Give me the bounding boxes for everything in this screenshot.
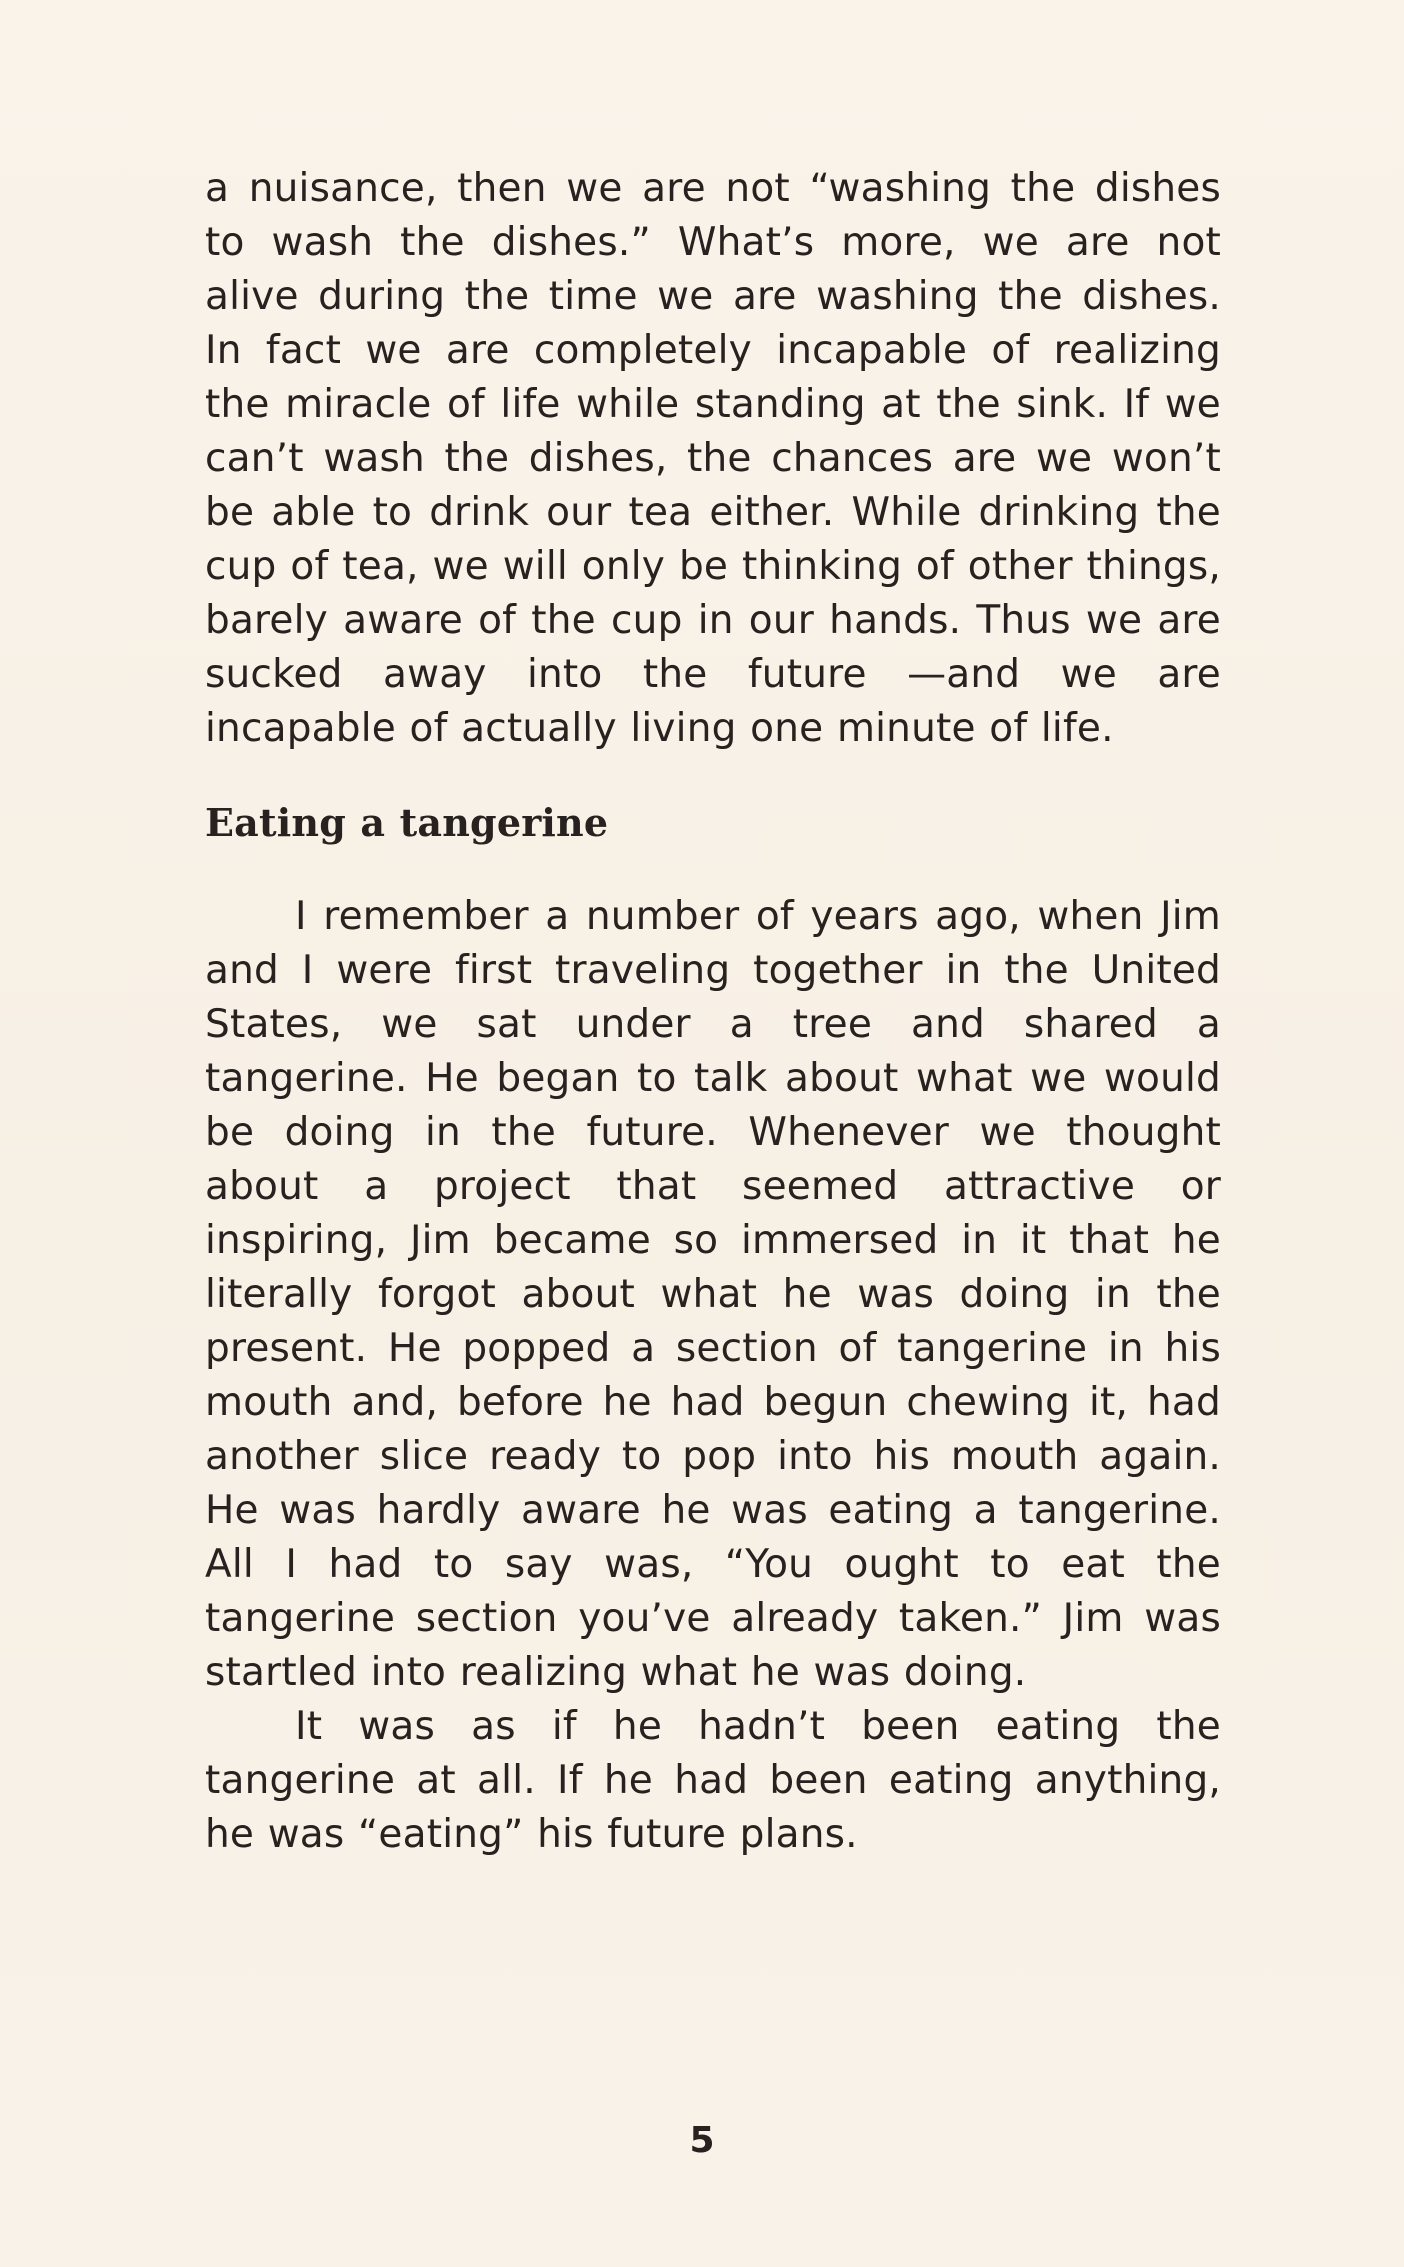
paragraph-future-plans: It was as if he hadn’t been eating the tangerine at all. If he had been eating anything, he was “eating” his future plans. — [205, 1704, 1221, 1857]
paragraph-tangerine-story: I remember a number of years ago, when Jim and I were first traveling together in the United States, we sat under a tree and shared a tangerine. He began to talk about what we would be doing in the future. Whenever we thought about a project that seemed attractive or inspiring, Jim became so immersed in it that he literally forgot about what he was doing in the present. He popped a section of tangerine in his mouth and, before he had begun chewing it, had another slice ready to pop into his mouth again. He was hardly aware he was eating a tangerine. All I had to say was, “You ought to eat the tangerine section you’ve already taken.” Jim was startled into realizing what he was doing. — [205, 894, 1221, 1695]
body-text — [205, 162, 1221, 1862]
page-number: 5 — [689, 2120, 715, 2161]
paragraph-dishes: a nuisance, then we are not “washing the dishes to wash the dishes.” What’s more, we are not alive during the time we are washing the dishes. In fact we are completely incapable of realizing the miracle of life while standing at the sink. If we can’t wash the dishes, the chances are we won’t be able to drink our tea either. While drinking the cup of tea, we will only be thinking of other things, barely aware of the cup in our hands. Thus we are sucked away into the future —and we are incapable of actually living one minute of life. — [205, 166, 1221, 751]
section-heading: Eating a tangerine — [205, 800, 609, 845]
